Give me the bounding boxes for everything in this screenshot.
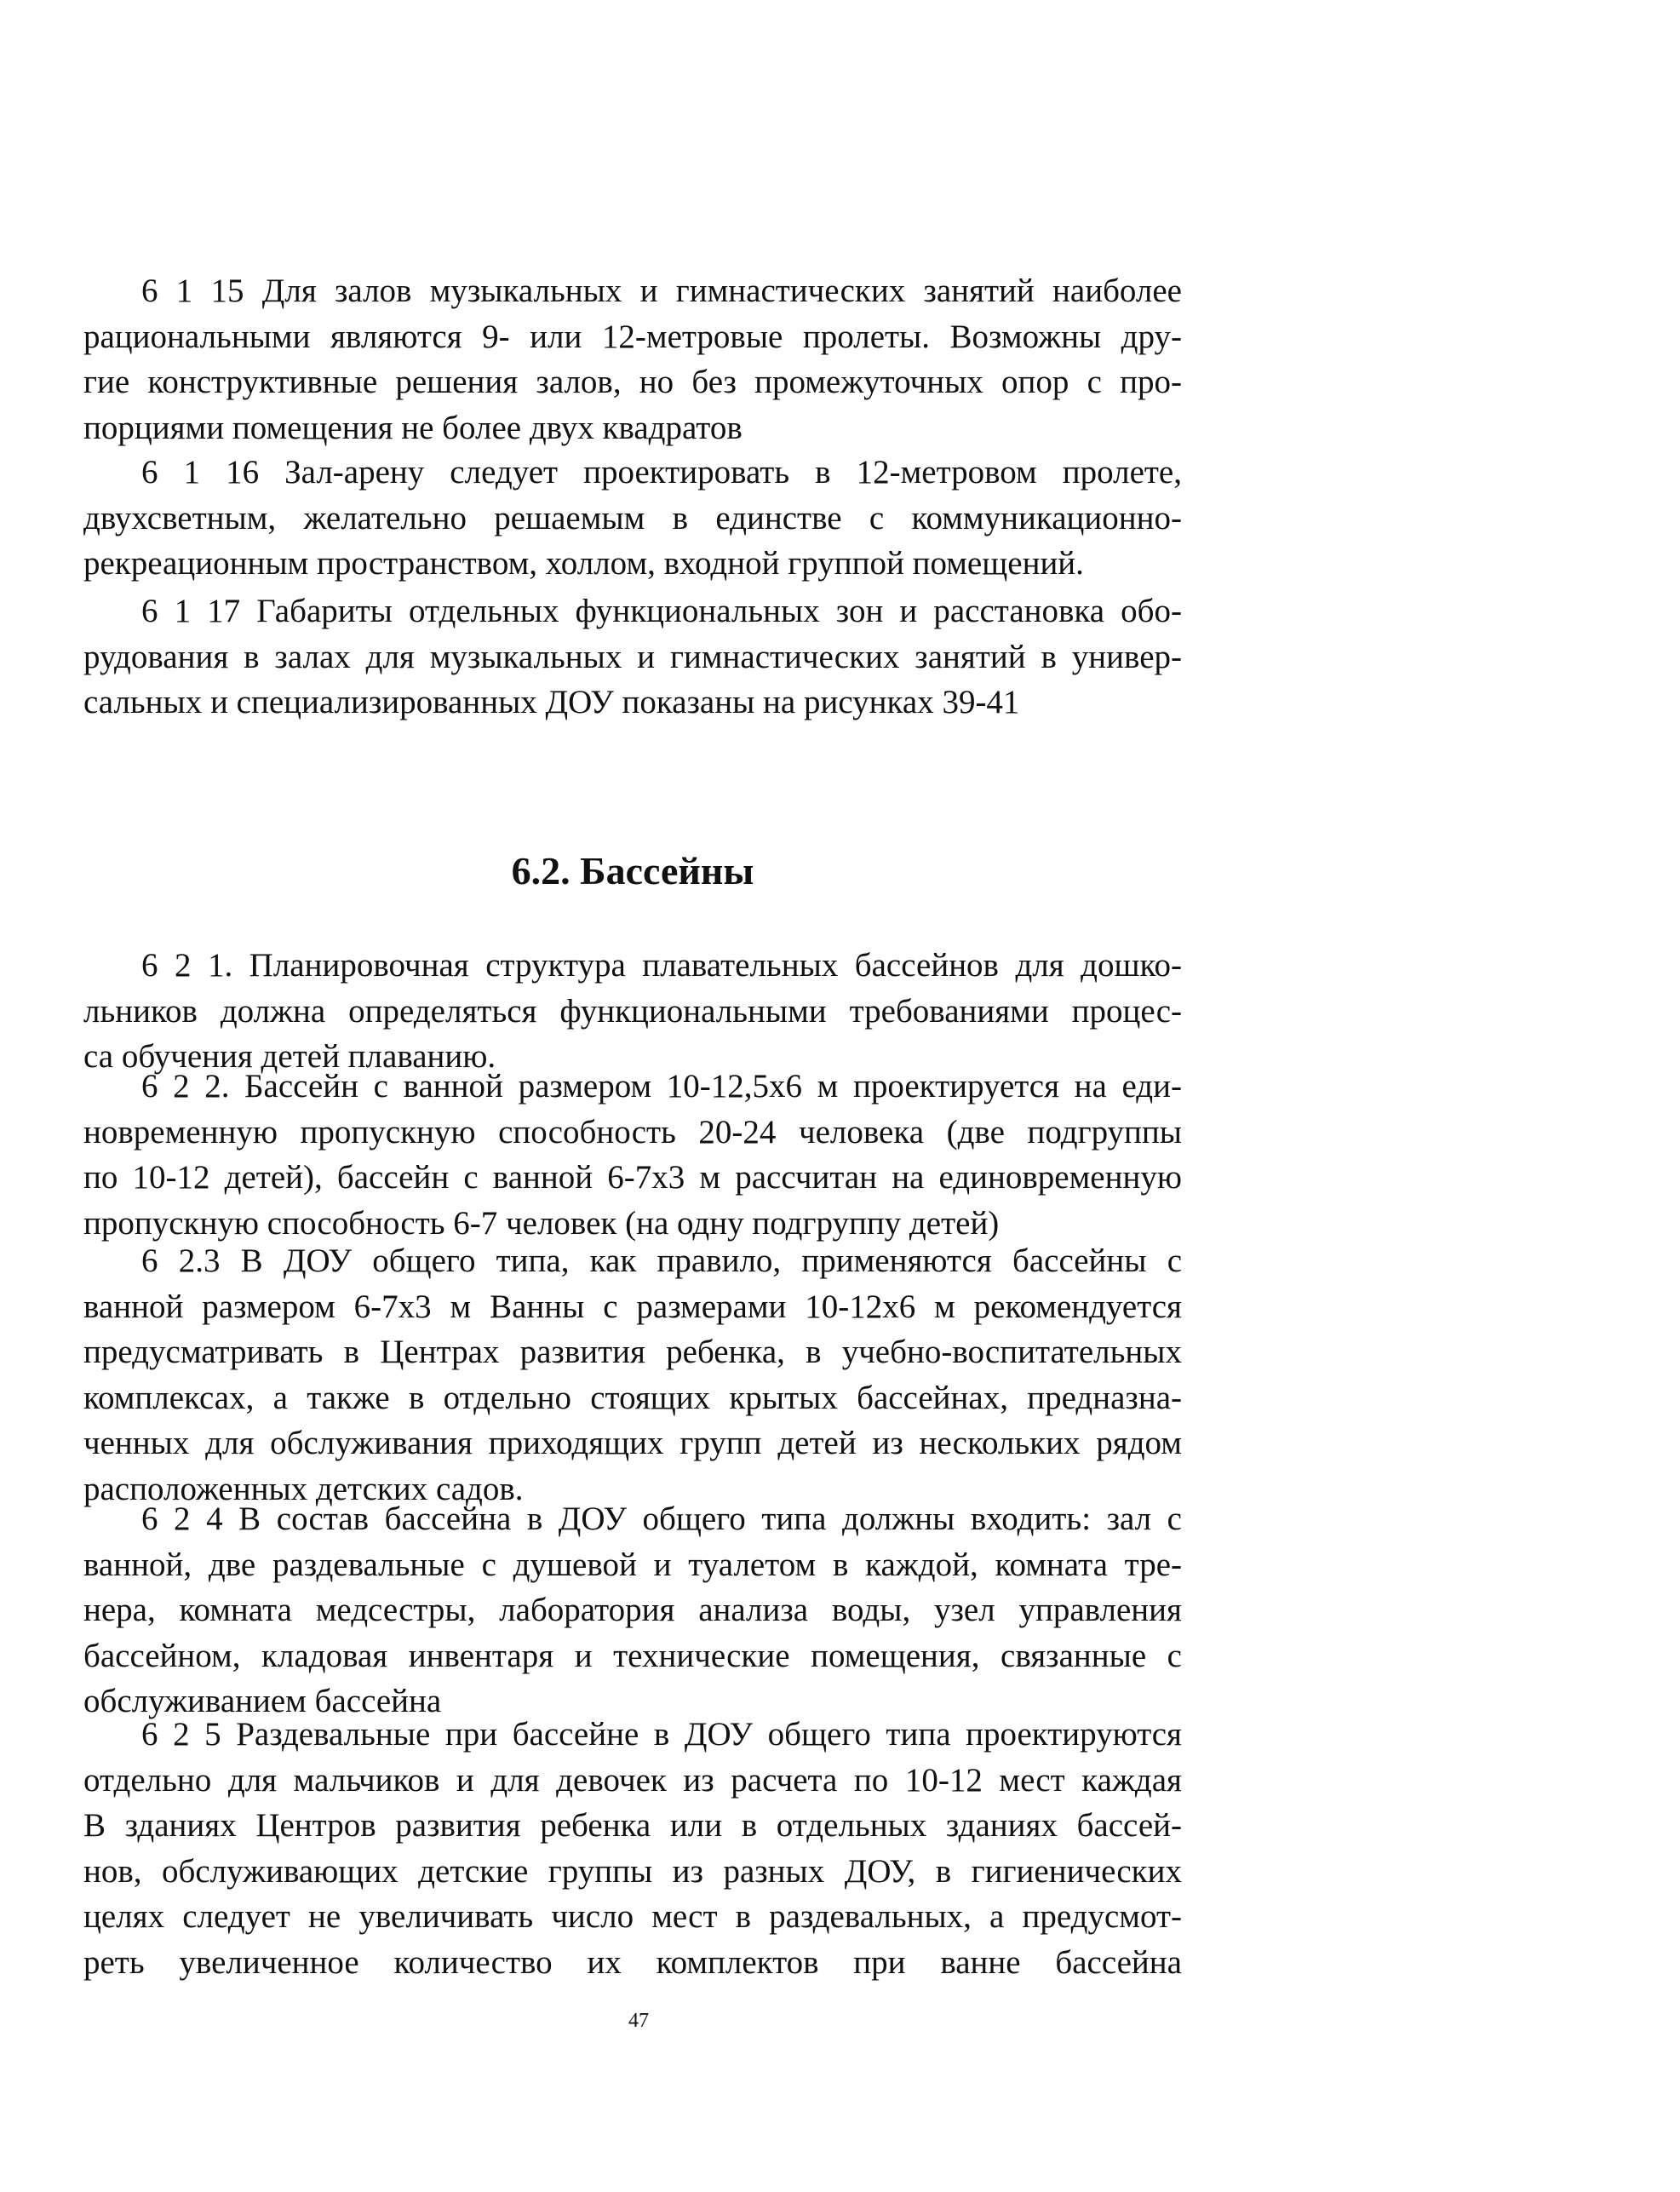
text-line: рудования в залах для музыкальных и гимнастических занятий в универ- bbox=[83, 638, 1182, 675]
text-line: рекреационным пространством, холлом, входной группой помещений. bbox=[83, 545, 1084, 582]
text-line: двухсветным, желательно решаемым в единстве с коммуникационно- bbox=[83, 499, 1182, 537]
text-line: целях следует не увеличивать число мест в раздевальных, а предусмот- bbox=[83, 1898, 1182, 1935]
paragraph-6-1-17 bbox=[83, 588, 1182, 726]
text-line: бассейном, кладовая инвентаря и технические помещения, связанные с bbox=[83, 1637, 1182, 1674]
paragraph-6-1-15 bbox=[83, 268, 1182, 450]
text-line: льников должна определяться функциональными требованиями процес- bbox=[83, 992, 1182, 1030]
text-line: новременную пропускную способность 20-24 человека (две подгруппы bbox=[83, 1113, 1182, 1151]
text-line: реть увеличенное количество их комплектов при ванне бассейна bbox=[83, 1943, 1182, 1981]
text-line: 6 2 2. Бассейн с ванной размером 10-12,5х6 м проектируется на еди- bbox=[141, 1068, 1182, 1105]
text-line: 6 1 15 Для залов музыкальных и гимнастических занятий наиболее bbox=[141, 273, 1182, 309]
text-line: гие конструктивные решения залов, но без промежуточных опор с про- bbox=[83, 364, 1182, 400]
text-line: 6 2 5 Раздевальные при бассейне в ДОУ общего типа проектируются bbox=[141, 1716, 1182, 1753]
text-line: 6 1 17 Габариты отдельных функциональных зон и расстановка обо- bbox=[141, 593, 1182, 629]
text-line: ченных для обслуживания приходящих групп детей из нескольких рядом bbox=[83, 1425, 1182, 1461]
text-line: комплексах, а также в отдельно стоящих крытых бассейнах, предназна- bbox=[83, 1379, 1182, 1416]
paragraph-6-2-1 bbox=[83, 943, 1182, 1080]
section-heading: 6.2. Бассейны bbox=[511, 849, 754, 892]
text-line: 6 1 16 Зал-арену следует проектировать в 12-метровом пролете, bbox=[141, 454, 1182, 491]
text-line: по 10-12 детей), бассейн с ванной 6-7х3 м рассчитан на единовременную bbox=[83, 1159, 1182, 1196]
text-line: сальных и специализированных ДОУ показаны на рисунках 39-41 bbox=[83, 684, 1020, 720]
text-line: рациональными являются 9- или 12-метровые пролеты. Возможны дру- bbox=[83, 318, 1182, 355]
text-line: 6 2 1. Планировочная структура плавательных бассейнов для дошко- bbox=[141, 947, 1182, 984]
text-line: са обучения детей плаванию. bbox=[83, 1038, 496, 1075]
text-line: предусматривать в Центрах развития ребенка, в учебно-воспитательных bbox=[83, 1334, 1182, 1370]
text-line: пропускную способность 6-7 человек (на одну подгруппу детей) bbox=[83, 1204, 1000, 1242]
paragraph-6-2-4 bbox=[83, 1496, 1182, 1724]
text-line: нера, комната медсестры, лаборатория анализа воды, узел управления bbox=[83, 1592, 1182, 1628]
paragraph-6-2-5 bbox=[83, 1712, 1182, 1985]
text-line: отдельно для мальчиков и для девочек из расчета по 10-12 мест каждая bbox=[83, 1761, 1182, 1799]
paragraph-6-1-16 bbox=[83, 450, 1182, 587]
text-line: 6 2.3 В ДОУ общего типа, как правило, применяются бассейны с bbox=[141, 1242, 1182, 1279]
text-line: В зданиях Центров развития ребенка или в отдельных зданиях бассей- bbox=[83, 1807, 1182, 1844]
text-line: ванной размером 6-7х3 м Ванны с размерами 10-12х6 м рекомендуется bbox=[83, 1288, 1182, 1325]
paragraph-6-2-2 bbox=[83, 1064, 1182, 1246]
text-line: порциями помещения не более двух квадратов bbox=[83, 409, 743, 446]
text-line: 6 2 4 В состав бассейна в ДОУ общего типа должны входить: зал с bbox=[141, 1501, 1182, 1537]
page-number: 47 bbox=[628, 2010, 649, 2032]
paragraph-6-2-3 bbox=[83, 1238, 1182, 1512]
text-line: ванной, две раздевальные с душевой и туалетом в каждой, комната тре- bbox=[83, 1546, 1182, 1583]
text-line: обслуживанием бассейна bbox=[83, 1683, 442, 1719]
text-line: расположенных детских садов. bbox=[83, 1470, 524, 1507]
text-line: нов, обслуживающих детские группы из разных ДОУ, в гигиенических bbox=[83, 1852, 1182, 1890]
